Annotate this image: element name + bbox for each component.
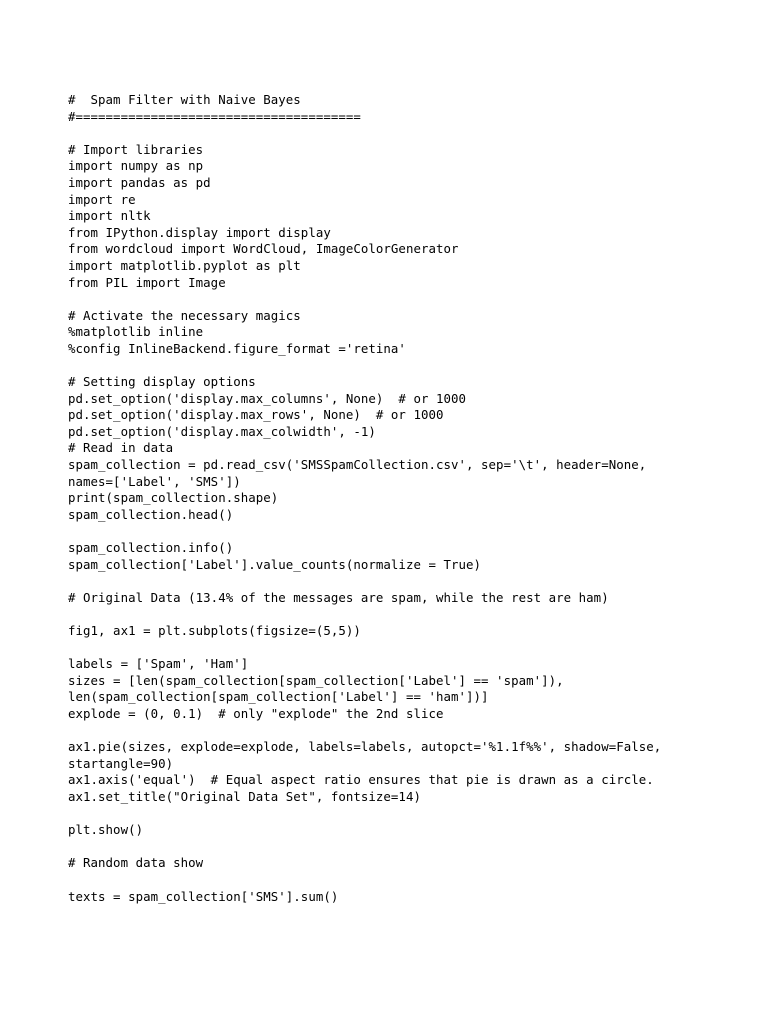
code-line: from wordcloud import WordCloud, ImageColorGenerator <box>68 241 459 257</box>
code-document <box>68 92 758 905</box>
code-line: fig1, ax1 = plt.subplots(figsize=(5,5)) <box>68 623 361 638</box>
code-line: pd.set_option('display.max_rows', None) # or 1000 <box>68 407 444 423</box>
code-line: import nltk <box>68 208 151 224</box>
code-line: # Import libraries <box>68 141 204 157</box>
code-line: spam_collection = pd.read_csv('SMSSpamCollection.csv', sep='\t', header=None, <box>68 457 647 473</box>
code-line: %matplotlib inline <box>68 324 204 340</box>
code-line <box>68 606 758 623</box>
code-line: from IPython.display import display <box>68 224 331 240</box>
code-line: plt.show() <box>68 822 144 838</box>
code-line: import re <box>68 191 136 207</box>
code-line: names=['Label', 'SMS']) <box>68 473 241 489</box>
code-line <box>68 523 758 540</box>
code-line: spam_collection.info() <box>68 540 234 556</box>
code-line <box>68 806 758 823</box>
code-line: ax1.set_title("Original Data Set", fontsize=14) <box>68 788 421 804</box>
code-line: # Read in data <box>68 440 174 456</box>
code-line: #====================================== <box>68 108 361 124</box>
code-line: print(spam_collection.shape) <box>68 490 279 506</box>
code-line: import pandas as pd <box>68 174 211 190</box>
code-line <box>68 125 758 142</box>
code-line: explode = (0, 0.1) # only "explode" the 2nd slice <box>68 705 444 721</box>
code-line: # Activate the necessary magics <box>68 307 301 323</box>
code-line: ax1.axis('equal') # Equal aspect ratio ensures that pie is drawn as a circle. <box>68 772 654 788</box>
code-line: spam_collection.head() <box>68 506 234 522</box>
code-line <box>68 872 758 889</box>
code-line: texts = spam_collection['SMS'].sum() <box>68 888 339 904</box>
code-line: # Setting display options <box>68 374 256 390</box>
code-line: len(spam_collection[spam_collection['Label'] == 'ham'])] <box>68 689 489 705</box>
code-line <box>68 291 758 308</box>
code-line: import matplotlib.pyplot as plt <box>68 257 301 273</box>
code-line: startangle=90) <box>68 755 174 771</box>
code-line: import numpy as np <box>68 158 204 174</box>
code-line: # Original Data (13.4% of the messages are spam, while the rest are ham) <box>68 589 609 605</box>
code-line <box>68 839 758 856</box>
code-line <box>68 573 758 590</box>
code-line: from PIL import Image <box>68 274 226 290</box>
code-line <box>68 723 758 740</box>
code-line: spam_collection['Label'].value_counts(normalize = True) <box>68 556 482 572</box>
code-line: pd.set_option('display.max_colwidth', -1) <box>68 423 376 439</box>
code-line: ax1.pie(sizes, explode=explode, labels=labels, autopct='%1.1f%%', shadow=False, <box>68 739 662 755</box>
code-line: %config InlineBackend.figure_format ='retina' <box>68 340 406 356</box>
code-line: # Spam Filter with Naive Bayes <box>68 92 301 107</box>
code-line <box>68 640 758 657</box>
code-line <box>68 358 758 375</box>
code-line: labels = ['Spam', 'Ham'] <box>68 656 249 672</box>
code-line: sizes = [len(spam_collection[spam_collection['Label'] == 'spam']), <box>68 672 564 688</box>
code-line: pd.set_option('display.max_columns', None) # or 1000 <box>68 390 467 406</box>
code-line: # Random data show <box>68 855 204 871</box>
